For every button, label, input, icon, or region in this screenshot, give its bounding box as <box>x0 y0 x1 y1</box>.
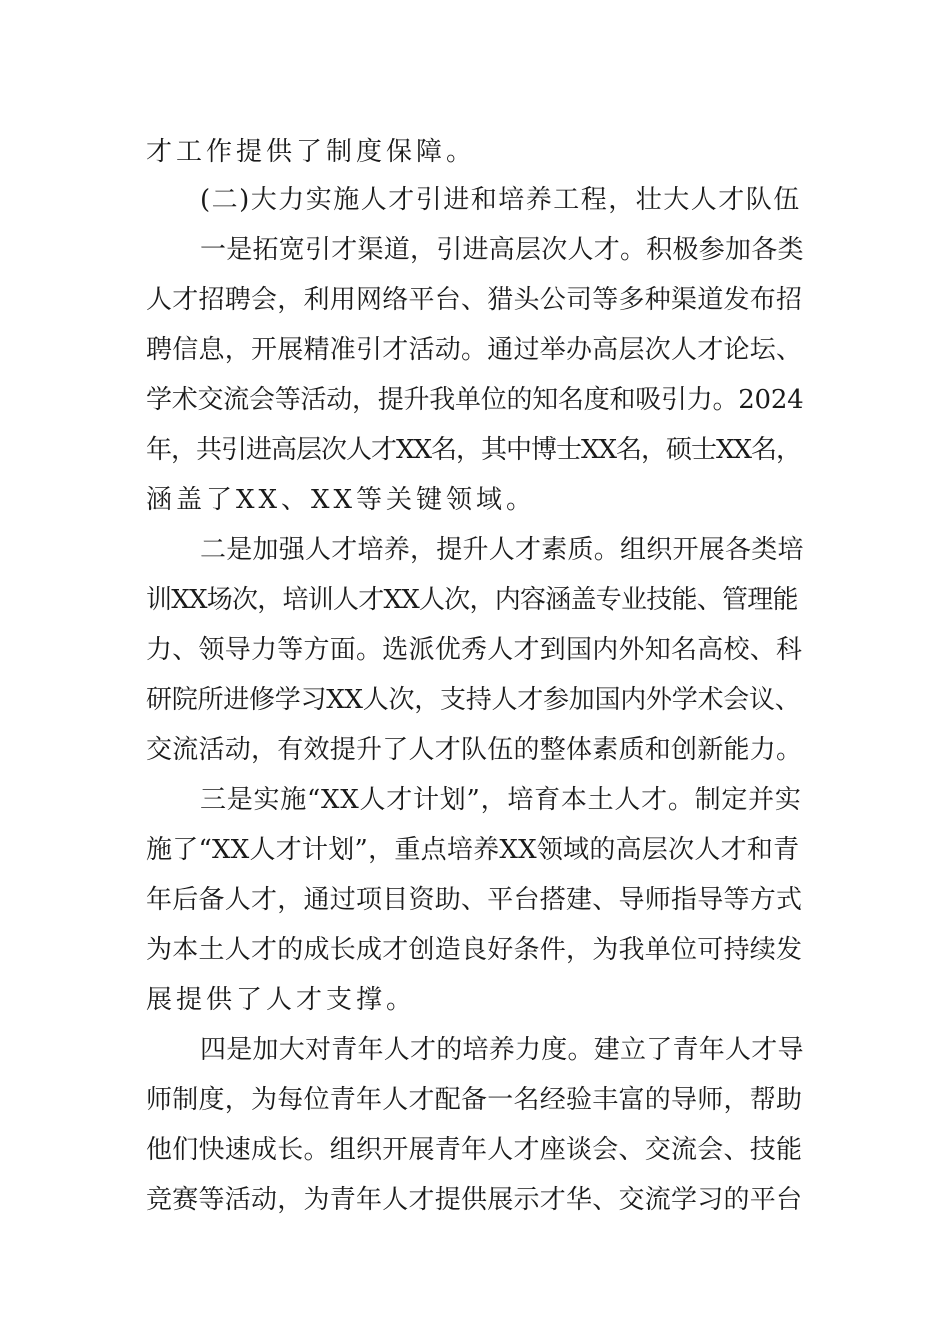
text-line: 才工作提供了制度保障。 <box>146 137 477 167</box>
text-line: 年后备人才，通过项目资助、平台搭建、导师指导等方式 <box>146 885 803 915</box>
text-line: 展提供了人才支撑。 <box>146 985 417 1015</box>
text-line: 师制度，为每位青年人才配备一名经验丰富的导师，帮助 <box>146 1085 803 1115</box>
text-line: 学术交流会等活动，提升我单位的知名度和吸引力。2024 <box>146 385 804 415</box>
text-line: 竞赛等活动，为青年人才提供展示才华、交流学习的平台 <box>146 1185 803 1215</box>
text-line: 一是拓宽引才渠道，引进高层次人才。积极参加各类 <box>200 235 804 265</box>
text-line: 研院所进修学习XX人次，支持人才参加国内外学术会议、 <box>146 685 801 715</box>
text-line: 年，共引进高层次人才XX名，其中博士XX名，硕士XX名， <box>146 435 802 465</box>
text-line: 为本土人才的成长成才创造良好条件，为我单位可持续发 <box>146 935 803 965</box>
text-line: 二是加强人才培养，提升人才素质。组织开展各类培 <box>200 535 804 565</box>
text-line: 交流活动，有效提升了人才队伍的整体素质和创新能力。 <box>146 735 803 765</box>
text-line: 聘信息，开展精准引才活动。通过举办高层次人才论坛、 <box>146 335 803 365</box>
text-line: 训XX场次，培训人才XX人次，内容涵盖专业技能、管理能 <box>146 585 798 615</box>
text-line: 四是加大对青年人才的培养力度。建立了青年人才导 <box>200 1035 804 1065</box>
text-line: 施了“XX人才计划”，重点培养XX领域的高层次人才和青 <box>146 835 800 865</box>
text-line: 人才招聘会，利用网络平台、猎头公司等多种渠道发布招 <box>146 285 803 315</box>
text-line: 三是实施“XX人才计划”，培育本土人才。制定并实 <box>200 785 802 815</box>
text-line: 力、领导力等方面。选派优秀人才到国内外知名高校、科 <box>146 635 803 665</box>
section-heading: (二)大力实施人才引进和培养工程，壮大人才队伍 <box>200 185 801 215</box>
text-line: 涵盖了XX、XX等关键领域。 <box>146 485 537 515</box>
text-line: 他们快速成长。组织开展青年人才座谈会、交流会、技能 <box>146 1135 803 1165</box>
